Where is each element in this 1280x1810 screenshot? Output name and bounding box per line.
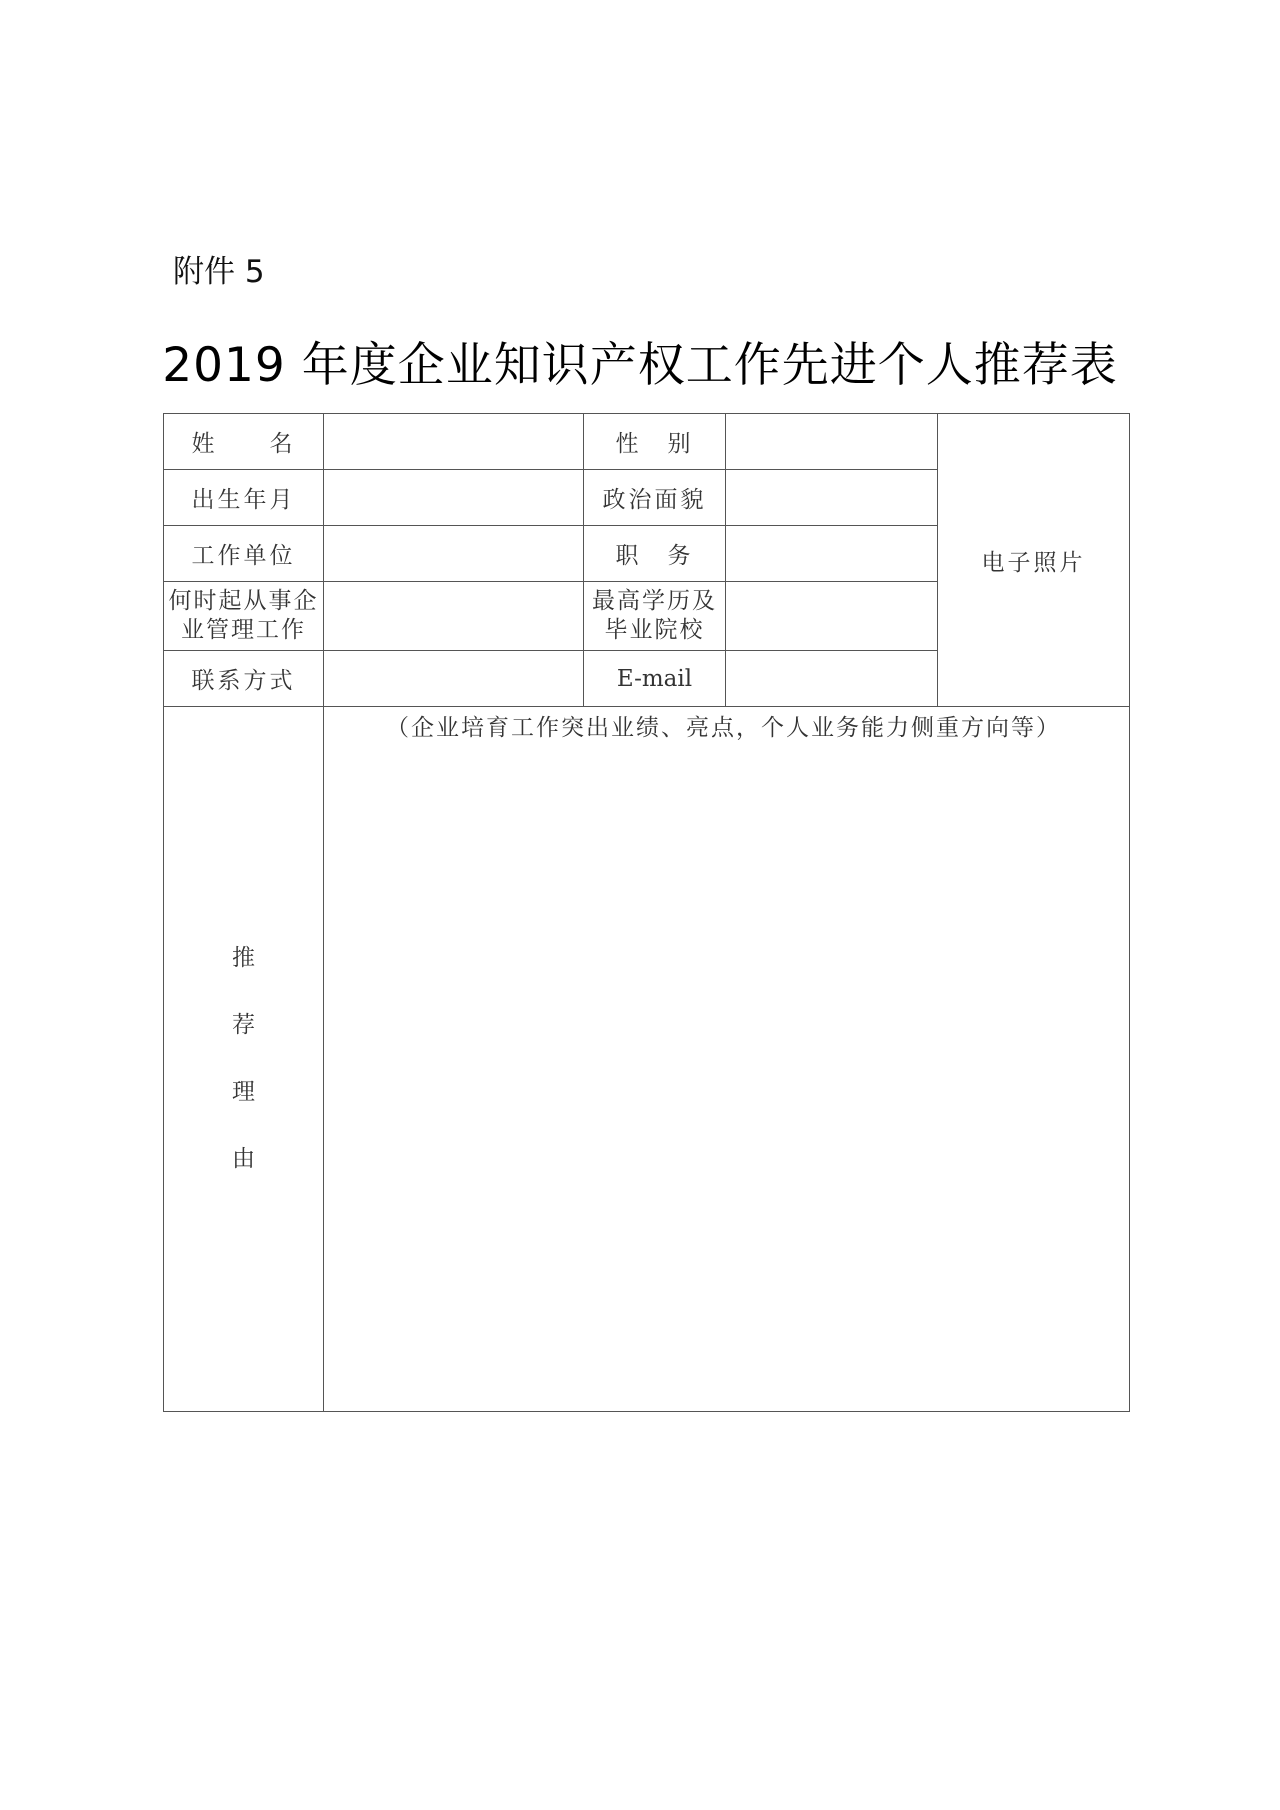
name-input-cell[interactable]	[324, 414, 584, 470]
gender-input-cell[interactable]	[726, 414, 938, 470]
education-label	[584, 582, 726, 651]
attachment-label: 附件 5	[173, 254, 265, 290]
page-title: 2019 年度企业知识产权工作先进个人推荐表	[162, 338, 1118, 393]
political-status-label: 政治面貌	[584, 470, 726, 526]
position-input-cell[interactable]	[726, 526, 938, 582]
recommendation-form-table	[163, 413, 1130, 1412]
start-time-label-line2: 业管理工作	[181, 617, 306, 643]
email-input-cell[interactable]	[726, 651, 938, 707]
education-label-line1: 最高学历及	[592, 588, 717, 614]
photo-placeholder[interactable]	[938, 414, 1130, 707]
email-label: E-mail	[584, 651, 726, 707]
reason-text-area[interactable]	[324, 707, 1130, 1412]
birth-label: 出生年月	[164, 470, 324, 526]
reason-label	[164, 707, 324, 1412]
reason-label-char-2: 荐	[232, 1012, 255, 1038]
birth-input-cell[interactable]	[324, 470, 584, 526]
form-row-reason	[164, 707, 1130, 1412]
contact-label: 联系方式	[164, 651, 324, 707]
reason-label-char-4: 由	[232, 1146, 255, 1172]
position-label: 职 务	[584, 526, 726, 582]
start-time-input-cell[interactable]	[324, 582, 584, 651]
gender-label: 性 别	[584, 414, 726, 470]
work-unit-input-cell[interactable]	[324, 526, 584, 582]
political-status-input-cell[interactable]	[726, 470, 938, 526]
form-row-name	[164, 414, 1130, 470]
reason-label-char-1: 推	[232, 945, 255, 971]
name-label: 姓 名	[164, 414, 324, 470]
start-time-label	[164, 582, 324, 651]
contact-input-cell[interactable]	[324, 651, 584, 707]
reason-hint: （企业培育工作突出业绩、亮点，个人业务能力侧重方向等）	[386, 715, 1061, 741]
work-unit-label: 工作单位	[164, 526, 324, 582]
education-input-cell[interactable]	[726, 582, 938, 651]
reason-label-char-3: 理	[232, 1079, 255, 1105]
start-time-label-line1: 何时起从事企	[168, 588, 319, 614]
education-label-line2: 毕业院校	[604, 617, 705, 643]
photo-label: 电子照片	[981, 549, 1086, 576]
